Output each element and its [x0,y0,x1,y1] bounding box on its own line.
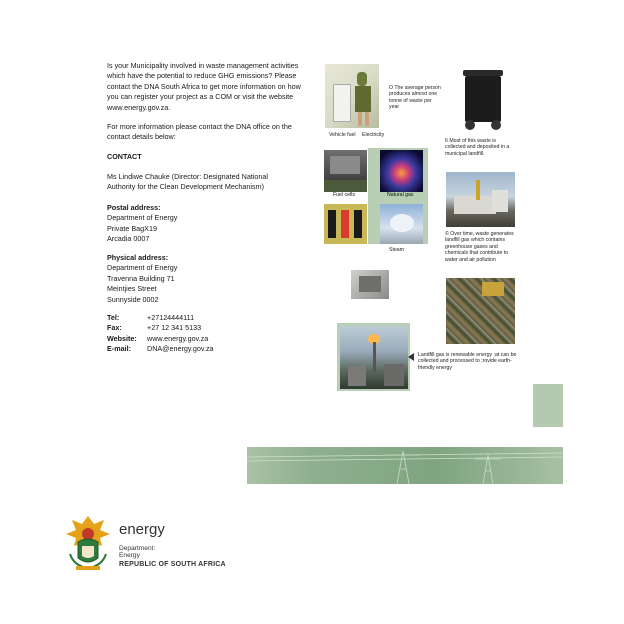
postal-line: Arcadia 0007 [107,234,150,244]
email-link[interactable]: DNA@energy.gov.za [147,344,214,354]
detail-label: Tel: [107,313,120,322]
intro-paragraph: Is your Municipality involved in waste management activities which have the potential to reduce GHG emissions? Please contact the DNA South Africa to get more information on how you can register your project as a COM or visit the website www.energy.gov.za. [107,61,301,112]
detail-row-website [107,334,297,344]
detail-value: +27 12 341 5133 [147,323,202,333]
caption-natural-gas: Natural gas [387,192,414,198]
postal-address [107,203,287,245]
caption-vehicle-fuel: Vehicle fuel [329,132,356,138]
postal-line: Department of Energy [107,213,178,223]
logo-word: energy [119,521,165,538]
machinery-photo [351,270,389,299]
caption-over-time: © Over time, waste generates landfill gas which contains greenhouse gases and chemicals that contribute to water and air pollution [445,231,514,263]
contact-person: Ms Lindiwe Chauke (Director: Designated National Authority for the Clean Development Mechanism) [107,172,268,192]
logo-energy: Energy [119,552,140,559]
postal-line: Private BagX19 [107,223,157,233]
more-info-paragraph: For more information please contact the DNA office on the contact details below: [107,122,292,142]
fuel-cells-photo [324,150,367,192]
pointer-arrow-icon [408,353,414,361]
detail-label: Website: [107,333,137,343]
caption-landfill-deposit: 6 Most of this waste is collected and deposited in a municipal landfill. [445,138,510,157]
detail-value: +27124444111 [147,313,195,322]
caption-average-person: O The average person produces almost one tonne of waste per year [389,85,441,111]
detail-row-tel [107,313,297,323]
green-block [533,384,563,427]
landfill-truck-photo [446,172,515,227]
postal-heading: Postal address: [107,203,161,212]
natural-gas-photo [380,150,423,192]
coat-of-arms-icon [64,514,112,572]
gas-plant-photo [340,326,408,389]
physical-line: Travenna Building 71 [107,273,175,283]
detail-label: E-mail: [107,344,131,354]
physical-address [107,253,287,305]
caption-fuel-cells: Fuel cells [333,192,355,198]
physical-line: Meintjies Street [107,284,157,294]
contact-details [107,313,297,355]
detail-label: Fax: [107,323,122,333]
fuel-pumps-photo [324,204,367,244]
detail-row-email [107,344,297,354]
detail-row-fax [107,323,297,333]
logo-republic: REPUBLIC OF SOUTH AFRICA [119,561,226,568]
logo-department: Department: [119,545,156,552]
physical-heading: Physical address: [107,253,169,262]
green-band [247,447,563,484]
contact-heading: CONTACT [107,152,142,161]
physical-line: Sunnyside 0002 [107,294,159,304]
website-link[interactable]: www.energy.gov.za [147,333,209,343]
landfill-debris-photo [446,278,515,344]
power-pylons-icon [247,447,563,484]
physical-line: Department of Energy [107,263,178,273]
wheelie-bin-photo [459,66,507,130]
steam-photo [380,204,423,244]
caption-steam: Steam [389,247,404,253]
woman-bin-photo [325,64,379,128]
caption-renewable: Landfill gas is renewable energy ;at can be collected and processed to ;rovide earth-friendly energy [418,352,517,371]
caption-electricity: Electricity [362,132,385,138]
